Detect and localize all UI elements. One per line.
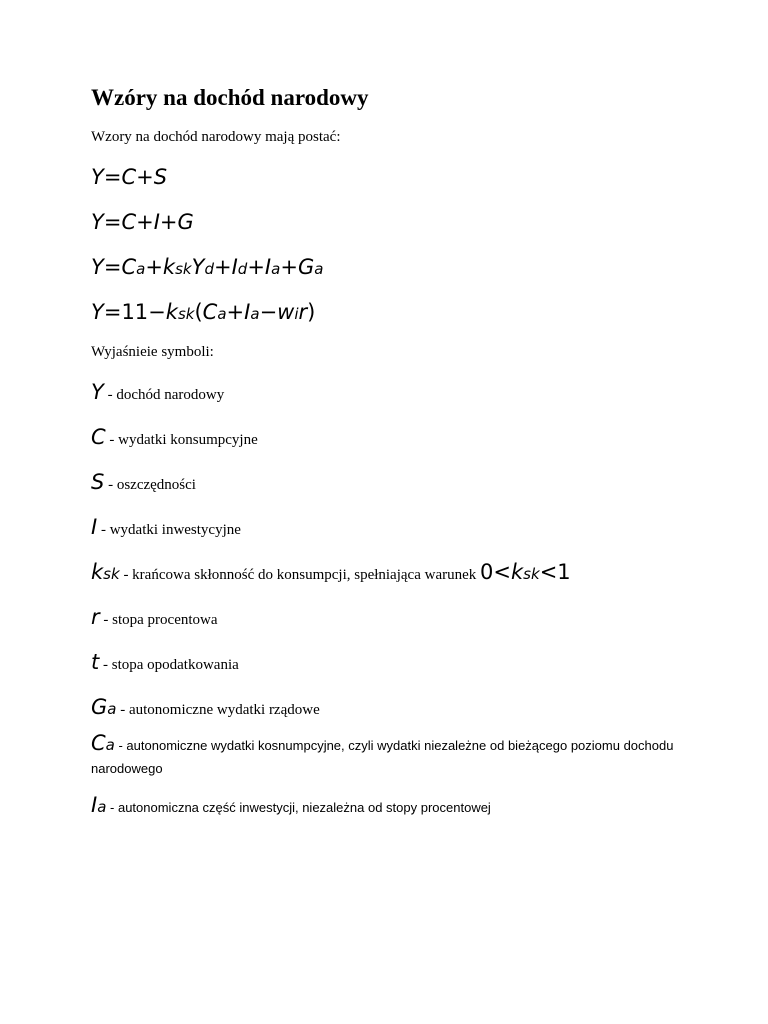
definition-symbol: Y (91, 380, 104, 404)
formula-symbol: I (244, 300, 251, 324)
definition-item (91, 648, 239, 676)
definition-item (91, 513, 241, 541)
formula-expanded-income (91, 253, 323, 283)
formula-paren: ) (307, 300, 316, 324)
definition-text: - wydatki inwestycyjne (97, 522, 241, 538)
condition-operator: < (493, 560, 511, 584)
formula-symbol: k (165, 300, 178, 324)
formula-subscript: a (217, 305, 227, 323)
formula-operator: + (247, 255, 265, 279)
definition-item (91, 729, 681, 778)
definition-item (91, 603, 218, 631)
definition-text: - stopa procentowa (99, 612, 218, 628)
definition-text: - autonomiczne wydatki rządowe (116, 702, 320, 718)
definition-symbol-subscript: a (97, 798, 107, 816)
definition-symbol-base: I (91, 793, 98, 817)
definition-symbol-subscript: a (105, 736, 115, 754)
definition-symbol (91, 695, 116, 719)
definition-symbol (91, 793, 106, 817)
definition-symbol (91, 731, 115, 755)
formula-symbol: Y (191, 255, 205, 279)
formula-operator: = (103, 165, 122, 189)
formula-symbol: G (177, 210, 194, 234)
formula-operator: + (280, 255, 298, 279)
definition-symbol-base: G (91, 695, 108, 719)
formula-operator: = (103, 210, 122, 234)
definition-item (91, 423, 258, 451)
formula-subscript: a (136, 260, 146, 278)
formula-number: 11 (121, 300, 149, 324)
definition-text: - autonomiczna część inwestycji, niezależna od stopy procentowej (106, 800, 491, 815)
definition-item (91, 378, 224, 406)
formula-operator: + (159, 210, 178, 234)
condition-number: 0 (480, 560, 494, 584)
condition-number: 1 (557, 560, 571, 584)
formula-symbol: Y (91, 300, 104, 324)
formula-symbol: I (231, 255, 238, 279)
formula-subscript: d (204, 260, 214, 278)
definition-text: - stopa opodatkowania (99, 657, 239, 673)
definition-symbol: S (91, 470, 105, 494)
page-title: Wzóry na dochód narodowy (91, 85, 369, 110)
formula-symbol: Y (91, 210, 104, 234)
definition-symbol-subscript: a (107, 700, 117, 718)
formula-subscript: a (271, 260, 281, 278)
formula-multiplier (91, 298, 315, 328)
formula-operator: + (136, 210, 154, 234)
definition-symbol: t (91, 650, 100, 674)
formula-operator: + (213, 255, 232, 279)
definition-symbol: C (91, 425, 106, 449)
definition-item (91, 558, 571, 588)
definition-item (91, 693, 320, 723)
formula-symbol: C (121, 255, 137, 279)
formula-symbol: C (121, 210, 137, 234)
definition-symbol-base: k (91, 560, 104, 584)
formula-symbol: k (162, 255, 176, 279)
formula-subscript: d (237, 260, 248, 278)
condition-subscript: sk (523, 565, 540, 583)
definition-text: - autonomiczne wydatki kosnumpcyjne, czyli wydatki niezależne od bieżącego poziomu dochodu narodowego (91, 738, 674, 776)
definition-symbol-subscript: sk (103, 565, 120, 583)
formula-operator: + (136, 165, 154, 189)
formula-symbol: C (121, 165, 137, 189)
formula-symbol: w (277, 300, 295, 324)
formula-subscript: sk (175, 260, 192, 278)
formula-operator: + (145, 255, 163, 279)
formula-y-c-i-g (91, 208, 194, 236)
definition-condition (480, 560, 571, 584)
definition-text: - dochód narodowy (103, 387, 225, 403)
condition-operator: < (539, 560, 558, 584)
definition-text: - krańcowa skłonność do konsumpcji, spełniająca warunek (119, 567, 481, 583)
formula-operator: − (259, 300, 278, 324)
formula-symbol: I (264, 255, 272, 279)
definition-symbol-base: C (91, 731, 106, 755)
formula-subscript: a (250, 305, 260, 323)
condition-symbol: k (511, 560, 524, 584)
definition-text: - oszczędności (104, 477, 196, 493)
formula-subscript: i (294, 305, 299, 323)
formula-y-c-s (91, 163, 167, 191)
formula-symbol: C (202, 300, 218, 324)
formula-operator: + (226, 300, 245, 324)
formula-symbol: I (153, 210, 160, 234)
definition-symbol (91, 560, 120, 584)
formula-subscript: a (314, 260, 324, 278)
formula-paren: ( (194, 300, 203, 324)
definition-item (91, 791, 491, 821)
definition-text: - wydatki konsumpcyjne (105, 432, 258, 448)
formula-symbol: S (153, 165, 168, 189)
formula-symbol: r (298, 300, 308, 324)
formula-symbol: Y (91, 255, 104, 279)
formula-operator: = (103, 255, 122, 279)
legend-heading: Wyjaśnieie symboli: (91, 344, 214, 360)
definition-symbol: r (91, 605, 100, 629)
formula-symbol: Y (91, 165, 104, 189)
definition-item (91, 468, 196, 496)
formula-subscript: sk (177, 305, 195, 323)
intro-text: Wzory na dochód narodowy mają postać: (91, 129, 341, 145)
formula-operator: = (103, 300, 122, 324)
formula-symbol: G (297, 255, 315, 279)
formula-operator: − (148, 300, 166, 324)
definition-symbol: I (91, 515, 98, 539)
